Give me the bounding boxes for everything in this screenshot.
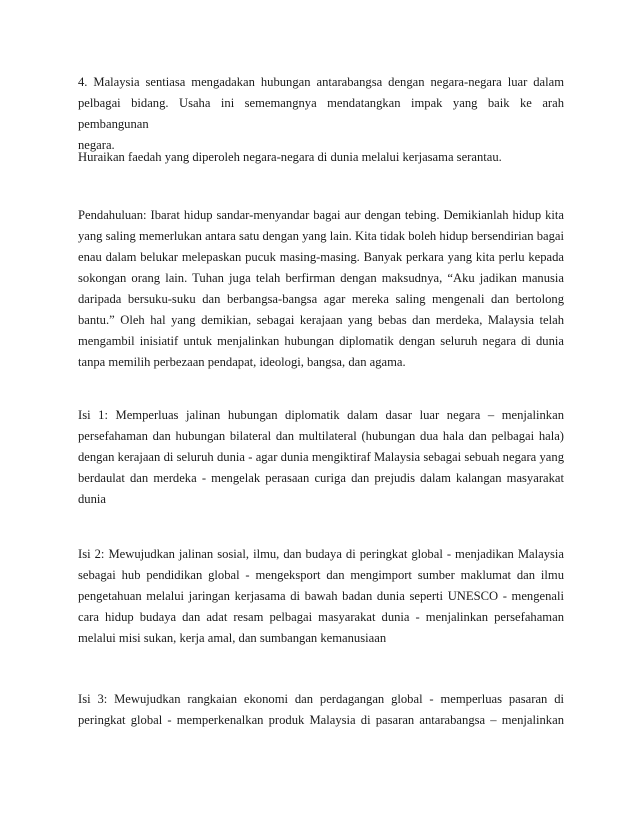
question-line: negara. xyxy=(78,138,115,152)
instruction-paragraph xyxy=(78,147,564,168)
point-1-line: berdaulat dan merdeka - mengelak perasaan curiga dan prejudis dalam kalangan masyarakat xyxy=(78,471,564,485)
question-paragraph xyxy=(78,72,564,156)
intro-line: bantu.” Oleh hal yang demikian, sebagai kerajaan yang bebas dan merdeka, Malaysia telah xyxy=(78,313,564,327)
point-2-paragraph xyxy=(78,544,564,649)
point-3-line: Isi 3: Mewujudkan rangkaian ekonomi dan perdagangan global - memperluas pasaran di xyxy=(78,692,564,706)
point-1-paragraph xyxy=(78,405,564,510)
intro-line: Pendahuluan: Ibarat hidup sandar-menyandar bagai aur dengan tebing. Demikianlah hidup kita xyxy=(78,208,564,222)
point-1-line: persefahaman dan hubungan bilateral dan multilateral (hubungan dua hala dan pelbagai hala) xyxy=(78,429,564,443)
intro-line: yang saling memerlukan antara satu dengan yang lain. Kita tidak boleh hidup bersendirian bagai xyxy=(78,229,564,243)
point-2-line: sebagai hub pendidikan global - mengeksport dan mengimport sumber maklumat dan ilmu xyxy=(78,568,564,582)
point-2-line: Isi 2: Mewujudkan jalinan sosial, ilmu, dan budaya di peringkat global - menjadikan Malaysia xyxy=(78,547,564,561)
point-1-line: dengan kerajaan di seluruh dunia - agar dunia mengiktiraf Malaysia sebagai sebuah negara yang xyxy=(78,450,564,464)
point-3-line: peringkat global - memperkenalkan produk Malaysia di pasaran antarabangsa – menjalinkan xyxy=(78,713,564,727)
instruction-line: Huraikan faedah yang diperoleh negara-negara di dunia melalui kerjasama serantau. xyxy=(78,150,502,164)
intro-line: mengambil inisiatif untuk menjalinkan hubungan diplomatik dengan seluruh negara di dunia xyxy=(78,334,564,348)
intro-line: sokongan orang lain. Tuhan juga telah berfirman dengan maksudnya, “Aku jadikan manusia xyxy=(78,271,564,285)
question-line: pelbagai bidang. Usaha ini sememangnya mendatangkan impak yang baik ke arah pembangunan xyxy=(78,96,564,131)
point-1-line: dunia xyxy=(78,492,106,506)
introduction-paragraph xyxy=(78,205,564,373)
intro-line: enau dalam belukar melepaskan pucuk masing-masing. Banyak perkara yang kita perlu kepada xyxy=(78,250,564,264)
intro-line: daripada bersuku-suku dan berbangsa-bangsa agar mereka saling mengenali dan bertolong xyxy=(78,292,564,306)
point-2-line: melalui misi sukan, kerja amal, dan sumbangan kemanusiaan xyxy=(78,631,387,645)
point-3-paragraph xyxy=(78,689,564,731)
question-line: 4. Malaysia sentiasa mengadakan hubungan antarabangsa dengan negara-negara luar dalam xyxy=(78,75,564,89)
point-2-line: pengetahuan melalui jaringan kerjasama di bawah badan dunia seperti UNESCO - mengenali xyxy=(78,589,564,603)
point-1-line: Isi 1: Memperluas jalinan hubungan diplomatik dalam dasar luar negara – menjalinkan xyxy=(78,408,564,422)
intro-line: tanpa memilih perbezaan pendapat, ideologi, bangsa, dan agama. xyxy=(78,355,406,369)
point-2-line: cara hidup budaya dan adat resam pelbagai masyarakat dunia - menjalinkan persefahaman xyxy=(78,610,564,624)
